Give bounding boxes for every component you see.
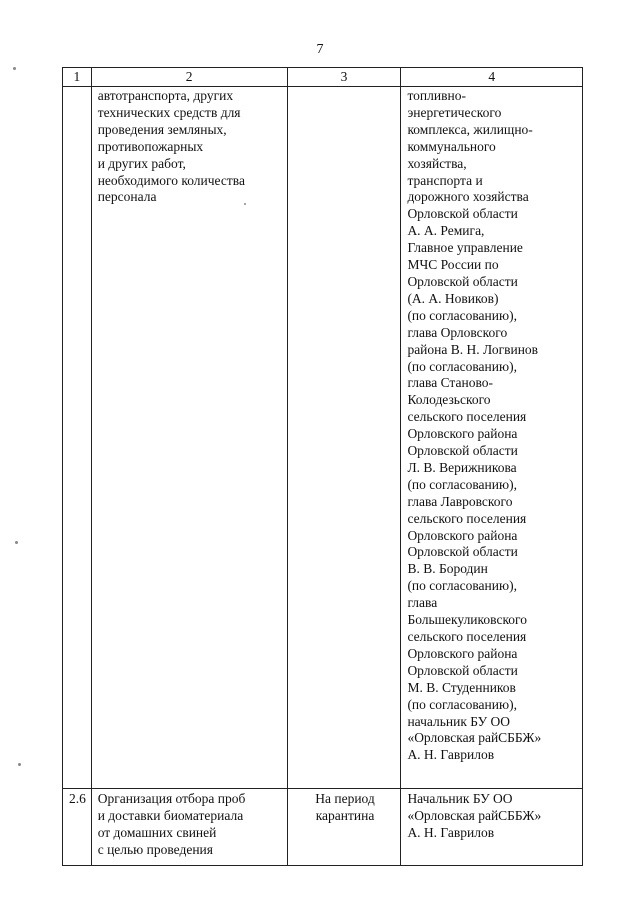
text-line: хозяйства, xyxy=(407,155,467,171)
text-line: дорожного хозяйства xyxy=(407,189,529,205)
text-line: А. Н. Гаврилов xyxy=(407,824,495,840)
text-line: от домашних свиней xyxy=(97,824,217,840)
text-line: Главное управление xyxy=(407,240,523,256)
text-line: и других работ, xyxy=(97,155,186,171)
text-line: Орловской области xyxy=(407,273,518,289)
text-line: (по согласованию), xyxy=(407,696,517,712)
text-line: сельского поселения xyxy=(407,510,527,526)
scan-speck xyxy=(244,203,246,205)
text-line: коммунального xyxy=(407,138,496,154)
text-line: А. А. Ремига, xyxy=(407,223,485,239)
text-line: проведения земляных, xyxy=(97,121,227,137)
text-line: и доставки биоматериала xyxy=(97,807,244,823)
text-line: Орловского района xyxy=(407,527,518,543)
text-line: с целью проведения xyxy=(97,841,213,857)
text-line: глава Орловского xyxy=(407,324,508,340)
text-line: топливно- xyxy=(407,88,466,103)
header-col-3: 3 xyxy=(287,68,401,87)
scan-speck xyxy=(15,541,18,544)
text-line: (А. А. Новиков) xyxy=(407,290,499,306)
text-line: персонала xyxy=(97,189,157,205)
scan-speck xyxy=(18,763,21,766)
row-number-cell: 2.6 xyxy=(63,789,92,866)
text-line: Л. В. Верижникова xyxy=(407,459,517,475)
text-line: сельского поселения xyxy=(407,409,527,425)
text-line: На период xyxy=(315,791,375,806)
text-line: карантина xyxy=(315,807,375,823)
text-line: В. В. Бородин xyxy=(407,561,488,577)
table-row-2-6 xyxy=(63,789,583,866)
text-line: транспорта и xyxy=(407,172,483,188)
text-line: глава Лавровского xyxy=(407,493,513,509)
row-number-cell xyxy=(63,87,92,789)
text-line: Орловской области xyxy=(407,443,518,459)
text-line: Орловской области xyxy=(407,544,518,560)
page-number: 7 xyxy=(316,42,324,57)
text-line: сельского поселения xyxy=(407,629,527,644)
measure-description-cell xyxy=(91,87,287,789)
text-line: комплекса, жилищно- xyxy=(407,121,533,137)
text-line: М. В. Студенников xyxy=(407,679,516,695)
text-line: Орловской области xyxy=(407,206,518,222)
text-line: Орловского района xyxy=(407,426,518,442)
text-line: глава Станово- xyxy=(407,375,493,391)
text-line: (по согласованию), xyxy=(407,476,517,492)
text-line: МЧС России по xyxy=(407,257,499,273)
scan-speck xyxy=(13,67,16,70)
table-header-row xyxy=(63,68,583,87)
responsible-cell xyxy=(401,789,583,866)
text-line: необходимого количества xyxy=(97,172,245,188)
text-line: (по согласованию), xyxy=(407,358,517,374)
text-line: технических средств для xyxy=(97,104,241,120)
text-line: начальник БУ ОО xyxy=(407,713,510,729)
responsible-cell xyxy=(401,87,583,789)
text-line: района В. Н. Логвинов xyxy=(407,341,539,357)
measure-description-cell xyxy=(91,789,287,866)
text-line: А. Н. Гаврилов xyxy=(407,747,495,763)
text-line: Начальник БУ ОО xyxy=(407,791,513,806)
deadline-cell xyxy=(287,87,401,789)
text-line: Орловской области xyxy=(407,662,518,678)
table-row-continuation xyxy=(63,87,583,789)
text-line: глава xyxy=(407,595,438,611)
text-line: противопожарных xyxy=(97,138,204,154)
text-line: Орловского района xyxy=(407,645,518,661)
text-line: Организация отбора проб xyxy=(97,791,246,806)
deadline-cell xyxy=(287,789,401,866)
text-line: автотранспорта, других xyxy=(97,88,234,103)
text-line: (по согласованию), xyxy=(407,578,517,594)
header-col-2: 2 xyxy=(91,68,287,87)
header-col-1: 1 xyxy=(63,68,92,87)
text-line: Колодезьского xyxy=(407,392,491,408)
text-line: (по согласованию), xyxy=(407,307,517,323)
text-line: Большекуликовского xyxy=(407,612,528,628)
measures-table xyxy=(62,67,583,866)
text-line: энергетического xyxy=(407,104,502,120)
text-line: «Орловская райСББЖ» xyxy=(407,807,542,823)
text-line: «Орловская райСББЖ» xyxy=(407,730,542,746)
header-col-4: 4 xyxy=(401,68,583,87)
